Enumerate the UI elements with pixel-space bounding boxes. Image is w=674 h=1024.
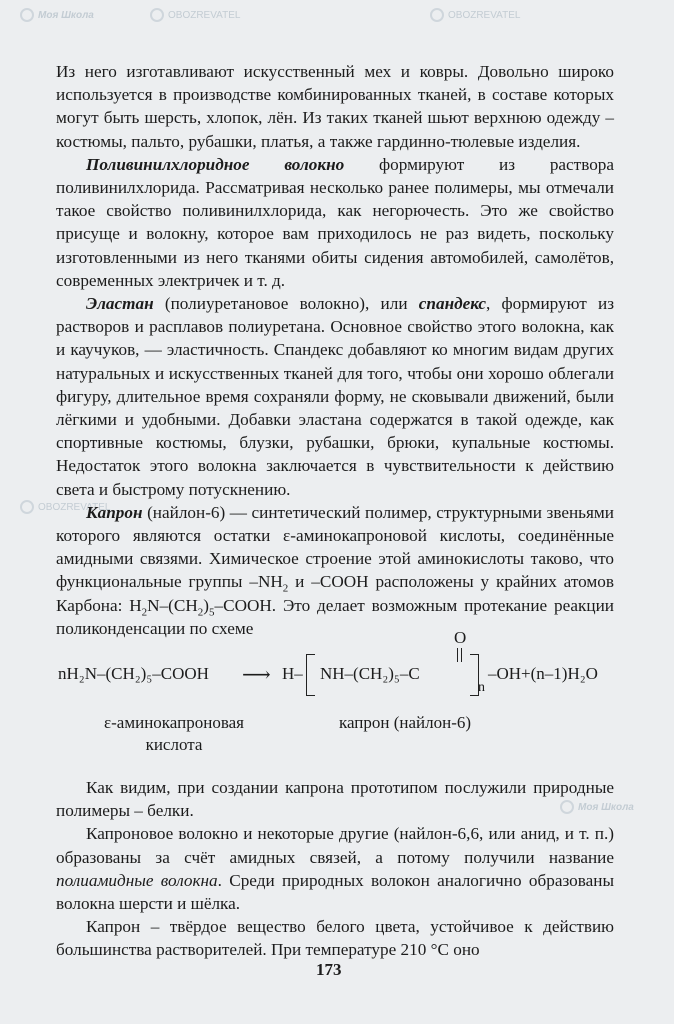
term-polyamide-fibers: полиамидные волокна [56,870,218,890]
watermark [20,8,94,22]
reactant: nH₂N–(CH₂)₅–COOH [58,664,209,683]
paragraph-3-text: , формируют из растворов и расплавов полиуретана. Основное свойство этого волокна, как и каучуков, — эластичность. Спандекс добавляют ко многим видам других натуральных и искусственных тканей для того, чтобы они хорошо облегали фигуру, длительное время сохраняли форму, не сковывали движений, были лёгкими и удобными. Добавки эластана содержатся в такой одежде, как спортивные костюмы, блузки, рубашки, брюки, купальные костюмы. Недостаток этого волокна заключается в чувствительности к действию света и быстрому потускнению. [56,294,614,499]
body-text [56,60,614,640]
watermark [430,8,520,22]
paragraph-2 [56,153,614,292]
paragraph-3 [56,292,614,501]
paragraph-4-text: и –COOH расположены у крайних атомов Карбона: H [56,572,614,615]
caption-aminocaproic-acid: ε-аминокапроновая кислота [104,713,244,754]
paragraph-4-text: (найлон-6) — синтетический полимер, структурными звеньями которого являются остатки ε-аминокапроновой кислоты, соединённые амидными связями. Химическое строение этой аминокислоты таково, что функциональные группы –NH [56,502,614,592]
chain-start: H– [282,664,303,683]
paragraph-6-text: Капроновое волокно и некоторые другие (найлон-6,6, или анид, и т. п.) образованы за счёт амидных связей, а потому получили название [56,824,614,867]
paragraph-2-text: формируют из раствора поливинилхлорида. Рассматривая несколько ранее полимеры, мы отмечали такое свойство поливинилхлорида, как негорючесть. Это же свойство присуще и волокну, которое вам приходилось не раз видеть, поскольку изготовленными из него тканями обиты сидения автомобилей, самолётов, современных электричек и т. д. [56,154,615,290]
paragraph-3-text: (полиуретановое волокно), или [153,294,419,314]
paragraph-5: Как видим, при создании капрона прототипом послужили природные полимеры – белки. [56,778,614,821]
caption-kapron: капрон (найлон-6) [338,713,472,732]
paragraph-7: Капрон – твёрдое вещество белого цвета, устойчивое к действию большинства растворителей. При температуре 210 °С оно [56,917,614,960]
paragraph-4-text: –COOH. Это делает возможным протекание реакции поликонденсации по схеме [56,595,615,638]
paragraph-4-text: N–(CH [147,595,198,615]
page-number: 173 [316,960,342,979]
logo-icon [430,8,444,22]
double-bond [457,648,462,662]
paragraph-1: Из него изготавливают искусственный мех и ковры. Довольно широко используется в производстве комбинированных тканей, в составе которых могут быть шерсть, хлопок, лён. Из таких тканей шьют верхнюю одежду – костюмы, пальто, рубашки, платья, а также гардинно-тюлевые изделия. [56,62,614,151]
term-elastan: Эластан [86,294,154,314]
watermark-text: OBOZREVATEL [38,501,111,513]
repeat-count: n [478,680,485,695]
watermark-text: Моя Школа [578,801,634,813]
paragraph-6 [56,822,614,915]
logo-icon [150,8,164,22]
paragraph-4 [56,501,614,640]
reaction-equation [56,628,626,712]
term-kapron: Капрон [86,502,143,522]
products: –OH+(n–1)H₂O [488,664,598,683]
carbonyl-oxygen: O [454,628,467,647]
watermark [150,8,240,22]
paragraph-4-text: ) [203,595,210,615]
subscript: 2 [141,606,148,619]
logo-icon [20,8,34,22]
watermark-text: OBOZREVATEL [448,9,521,21]
watermark-text: OBOZREVATEL [168,9,241,21]
arrow-icon: ⟶ [242,664,271,686]
paragraph-6-text: . Среди природных волокон аналогично образованы волокна шерсти и шёлка. [56,870,614,914]
term-spandex: спандекс [418,294,486,314]
subscript: 5 [209,606,215,619]
subscript: 2 [197,606,204,619]
body-text-continued [56,776,614,962]
subscript: 2 [282,582,289,595]
repeat-unit: NH–(CH₂)₅–C [320,664,420,683]
bracket-left [306,654,315,696]
term-pvc-fiber: Поливинилхлоридное волокно [86,154,345,174]
watermark-text: Моя Школа [38,9,94,21]
logo-icon [20,500,34,514]
